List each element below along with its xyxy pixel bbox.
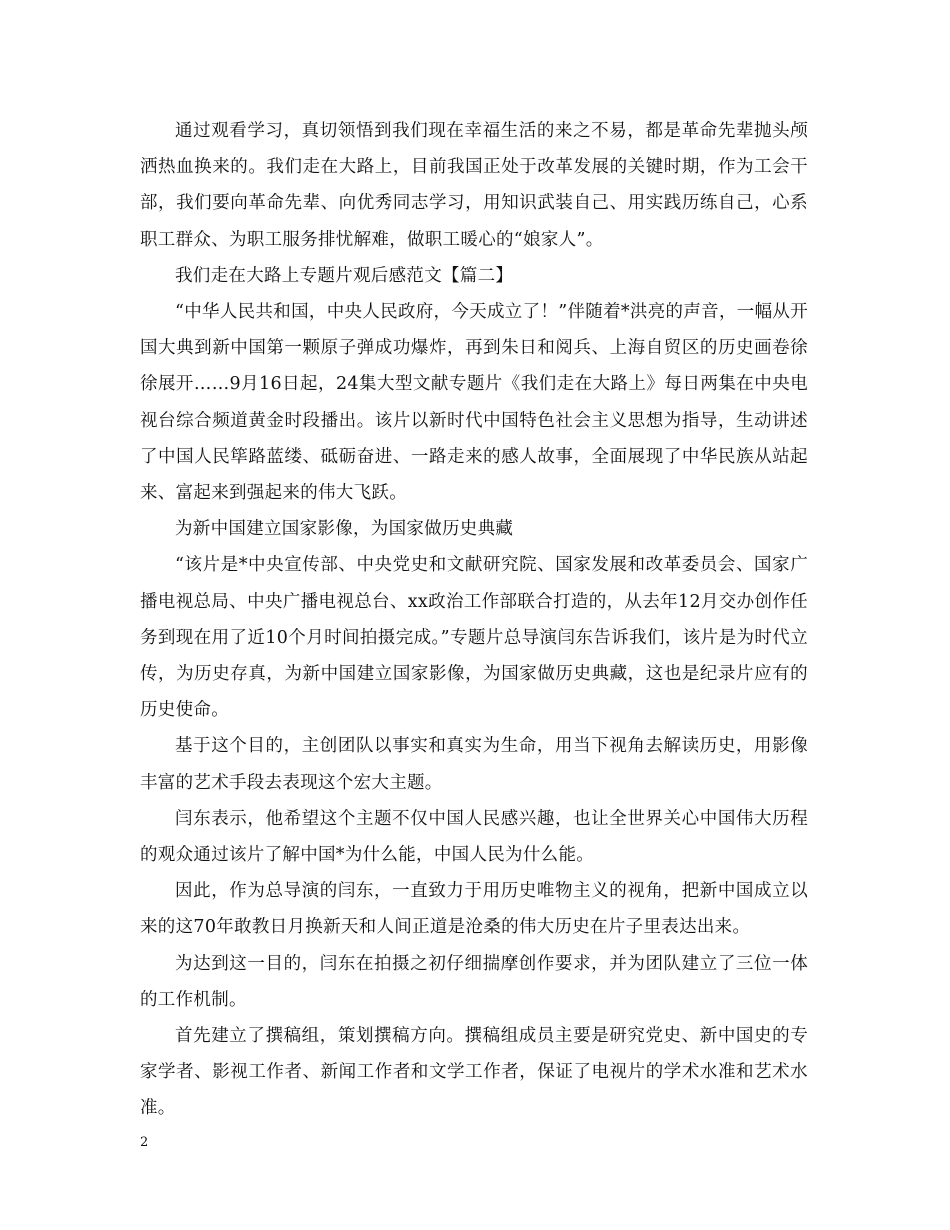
page-number: 2 bbox=[140, 1135, 149, 1150]
subheading: 为新中国建立国家影像，为国家做历史典藏 bbox=[175, 519, 514, 540]
paragraph: 为达到这一目的，闫东在拍摄之初仔细揣摩创作要求，并为团队建立了三位一体的工作机制。 bbox=[140, 953, 808, 1010]
paragraph: 闫东表示，他希望这个主题不仅中国人民感兴趣，也让全世界关心中国伟大历程的观众通过该片了解中国*为什么能，中国人民为什么能。 bbox=[140, 808, 808, 866]
paragraph: 首先建立了撰稿组，策划撰稿方向。撰稿组成员主要是研究党史、新中国史的专家学者、影视工作者、新闻工作者和文学工作者，保证了电视片的学术水准和艺术水准。 bbox=[140, 1026, 808, 1119]
paragraph: “中华人民共和国，中央人民政府，今天成立了！”伴随着*洪亮的声音，一幅从开国大典到新中国第一颗原子弹成功爆炸，再到朱日和阅兵、上海自贸区的历史画卷徐徐展开……9月16日起，24集大型文献专题片《我们走在大路上》每日两集在中央电视台综合频道黄金时段播出。该片以新时代中国特色社会主义思想为指导，生动讲述了中国人民筚路蓝缕、砥砺奋进、一路走来的感人故事，全面展现了中华民族从站起来、富起来到强起来的伟大飞跃。 bbox=[140, 302, 808, 504]
section-heading: 我们走在大路上专题片观后感范文【篇二】 bbox=[175, 265, 514, 286]
paragraph: 因此，作为总导演的闫东，一直致力于用历史唯物主义的视角，把新中国成立以来的这70年敢教日月换新天和人间正道是沧桑的伟大历史在片子里表达出来。 bbox=[140, 881, 808, 938]
paragraph: 基于这个目的，主创团队以事实和真实为生命，用当下视角去解读历史，用影像丰富的艺术手段去表现这个宏大主题。 bbox=[140, 736, 808, 793]
paragraph: “该片是*中央宣传部、中央党史和文献研究院、国家发展和改革委员会、国家广播电视总局、中央广播电视总台、xx政治工作部联合打造的，从去年12月交办创作任务到现在用了近10个月时间拍摄完成。”专题片总导演闫东告诉我们，该片是为时代立传，为历史存真，为新中国建立国家影像，为国家做历史典藏，这也是纪录片应有的历史使命。 bbox=[140, 555, 808, 721]
paragraph: 通过观看学习，真切领悟到我们现在幸福生活的来之不易，都是革命先辈抛头颅洒热血换来的。我们走在大路上，目前我国正处于改革发展的关键时期，作为工会干部，我们要向革命先辈、向优秀同志学习，用知识武装自己、用实践历练自己，心系职工群众、为职工服务排忧解难，做职工暖心的“娘家人”。 bbox=[140, 121, 808, 250]
body-text bbox=[140, 113, 808, 1127]
